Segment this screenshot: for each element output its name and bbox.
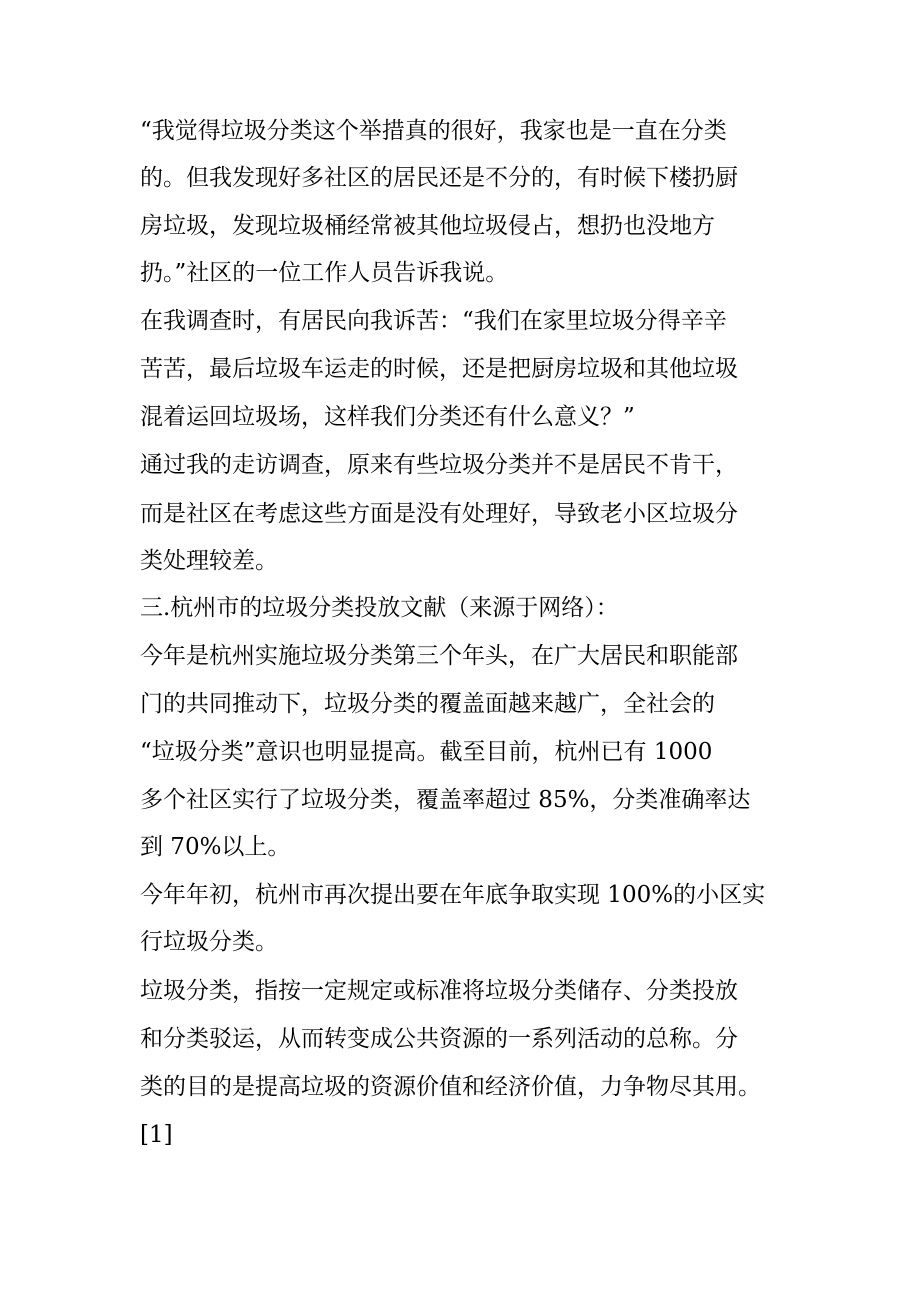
text-line: 类处理较差。 [140, 548, 278, 574]
text-line: 垃圾分类，指按一定规定或标准将垃圾分类储存、分类投放 [140, 978, 738, 1004]
text-line: “我觉得垃圾分类这个举措真的很好，我家也是一直在分类 [140, 118, 727, 144]
text-line: 而是社区在考虑这些方面是没有处理好，导致老小区垃圾分 [140, 501, 738, 527]
text-line: 门的共同推动下，垃圾分类的覆盖面越来越广，全社会的 [140, 691, 715, 717]
text-line: 房垃圾，发现垃圾桶经常被其他垃圾侵占，想扔也没地方 [140, 213, 715, 239]
text-line: “垃圾分类”意识也明显提高。截至目前，杭州已有 1000 [140, 739, 713, 765]
text-line: 行垃圾分类。 [140, 929, 278, 955]
text-line: 苦苦，最后垃圾车运走的时候，还是把厨房垃圾和其他垃圾 [140, 356, 738, 382]
text-line: 混着运回垃圾场，这样我们分类还有什么意义？” [140, 404, 635, 430]
text-line: 通过我的走访调查，原来有些垃圾分类并不是居民不肯干， [140, 452, 738, 478]
text-line: 多个社区实行了垃圾分类，覆盖率超过 85%，分类准确率达 [140, 787, 751, 813]
citation-marker: [1] [140, 1122, 173, 1148]
text-line: 的。但我发现好多社区的居民还是不分的，有时候下楼扔厨 [140, 165, 738, 191]
text-line: 和分类驳运，从而转变成公共资源的一系列活动的总称。分 [140, 1026, 738, 1052]
text-line: 类的目的是提高垃圾的资源价值和经济价值，力争物尽其用。 [140, 1074, 761, 1100]
text-line: 今年是杭州实施垃圾分类第三个年头，在广大居民和职能部 [140, 643, 738, 669]
text-line: 扔。”社区的一位工作人员告诉我说。 [140, 260, 509, 286]
text-line: 今年年初，杭州市再次提出要在年底争取实现 100%的小区实 [140, 882, 766, 908]
text-line: 在我调查时，有居民向我诉苦：“我们在家里垃圾分得辛辛 [140, 308, 727, 334]
text-line: 到 70%以上。 [140, 834, 291, 860]
section-heading: 三.杭州市的垃圾分类投放文献（来源于网络）： [140, 595, 619, 621]
